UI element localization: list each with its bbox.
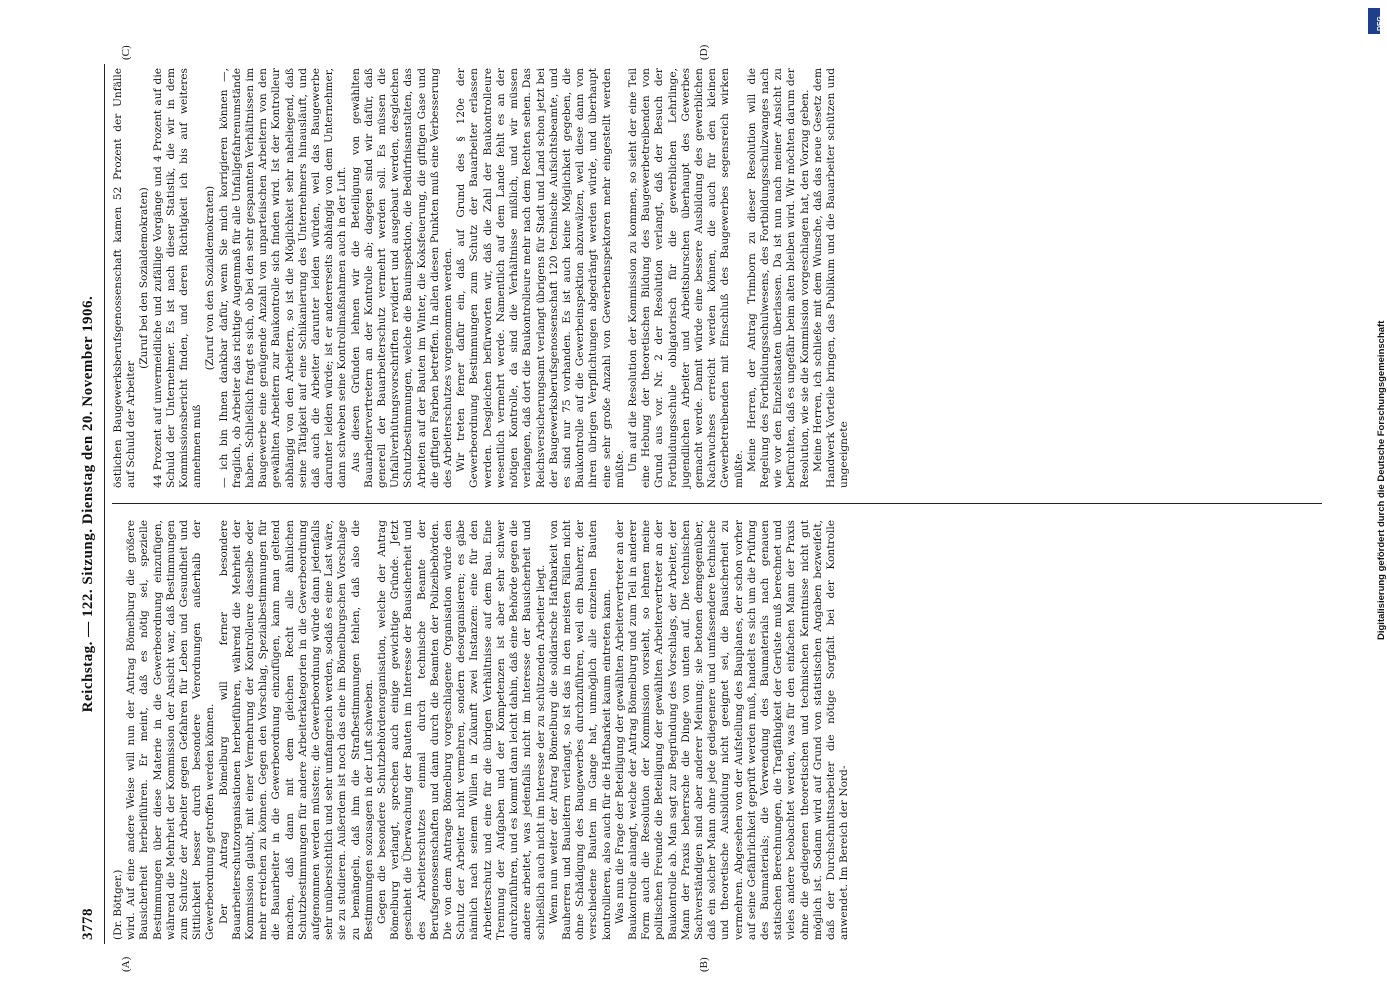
page-number: 3778	[80, 908, 96, 940]
paragraph: Gegen die besondere Schutzbehördenorganisation, welche der Antrag Bömelburg verlangt, sprechen auch einige gewichtige Gründe. Jetzt geschieht die Überwachung der Bauten im Interesse der Bausicherheit und des Arbeiterschutzes einmal durch technische Beamte der Berufsgenossenschaften und dann durch die Beamten der Polizeibehörden. Die von dem Antrage Bömelburg vorgeschlagene Organisation würde den Schutz der Arbeiter nicht vermehren, sondern desorganisieren; es gäbe nämlich nach seinem Willen in Zukunft zwei Instanzen: eine für den Arbeiterschutz und eine für die übrigen Verhältnisse auf dem Bau. Eine Trennung der Aufgaben und der Kompetenzen ist aber sehr schwer durchzuführen, und es kommt dann leicht dahin, daß eine Behörde gegen die andere arbeitet, was jedenfalls nicht im Interesse der Bausicherheit und schließlich auch nicht im Interesse der zu schützenden Arbeiter liegt.	[376, 520, 547, 940]
margin-mark-d: (D)	[698, 44, 710, 60]
rotated-page	[78, 44, 1348, 972]
paragraph: östlichen Baugewerksberufsgenossenschaft kamen 52 Prozent der Unfälle auf Schuld der Arbeiter	[112, 68, 138, 488]
digitization-credit-text: Digitalisierung gefördert durch die Deutsche Forschungsgemeinschaft	[1376, 320, 1387, 640]
right-column	[112, 68, 1332, 488]
paragraph: Um auf die Resolution der Kommission zu kommen, so sieht der eine Teil eine Hebung der theoretischen Bildung des Baugewerbetreibenden von Grund aus vor. Nr. 2 der Resolution verlangt, daß der Besuch der Fortbildungsschule obligatorisch für die gewerblichen Lehrlinge, jugendlichen Arbeiter und Arbeitsburschen überhaupt des Gewerbes gemacht werde. Damit würde eine bessere Ausbildung des gewerblichen Nachwuchses erreicht werden können, die auch für den kleinen Gewerbetreibenden mit Einschluß des Baugewerbes segensreich wirken müßte.	[626, 68, 745, 488]
paragraph: (Zuruf von den Sozialdemokraten)	[204, 185, 217, 371]
paragraph: Meine Herren, ich schließe mit dem Wunsche, daß das neue Gesetz dem Handwerk Vorteile bringen, das Publikum und die Bauarbeiter schützen und ungeeignete	[811, 68, 851, 488]
paragraph: Der Antrag Bömelburg will ferner besondere Bauarbeiterschutzorganisationen herbeiführen, während die Mehrheit der Kommission glaubt, mit einer Vermehrung der Kontrolleure dasselbe oder mehr erreichen zu können. Gegen den Vorschlag, Spezialbestimmungen für die Bauarbeiter in die Gewerbeordnung einzufügen, kann man geltend machen, daß dann mit dem gleichen Recht alle ähnlichen Schutzbestimmungen für andere Arbeiterkategorien in die Gewerbeordnung aufgenommen werden müssten; die Gewerbeordnung würde dann jedenfalls sehr unübersichtlich und sehr umfangreich werden, sodaß es eine Last wäre, sie zu studieren. Außerdem ist noch das eine im Bömelburgschen Vorschlage zu bemängeln, daß ihm die Strafbestimmungen fehlen, daß also die Bestimmungen sozusagen in der Luft schweben.	[217, 520, 375, 940]
margin-mark-c: (C)	[120, 45, 132, 60]
paragraph: (Dr. Böttger.)	[112, 869, 124, 940]
digitization-credit	[1362, 40, 1387, 640]
column-separator	[112, 503, 1322, 504]
paragraph: Aus diesen Gründen lehnen wir die Beteiligung von gewählten Bauarbeitervertretern an der Kontrolle ab; dagegen sind wir dafür, daß generell der Bauarbeiterschutz vermehrt werden soll. Es müssen die Unfallverhütungsvorschriften revidiert und ausgebaut werden, desgleichen Schutzbestimmungen, welche die Bauinspektion, die Bedürfnisanstalten, das Arbeiten auf der Bauten im Winter, die Koksfeuerung, die giftigen Gase und die giftigen Farben betreffen. In allen diesen Punkten muß eine Verbesserung des Arbeiterschutzes vorgenommen werden.	[349, 68, 455, 488]
margin-mark-b: (B)	[698, 957, 710, 972]
paragraph: wird. Auf eine andere Weise will nun der Antrag Bömelburg die größere Bausicherheit herbeiführen. Er meint, daß es nötig sei, spezielle Bestimmungen über diese Materie in die Gewerbeordnung einzufügen, während die Mehrheit der Kommission der Ansicht war, daß Bestimmungen zum Schutze der Arbeiter gegen Gefahren für Leben und Gesundheit und Sittlichkeit besser durch besondere Verordnungen außerhalb der Gewerbeordnung getroffen werden können.	[125, 520, 217, 940]
paragraph: Was nun die Frage der Beteiligung der gewählten Arbeitervertreter an der Baukontrolle anlangt, welche der Antrag Bömelburg und zum Teil in anderer Form auch die Resolution der Kommission vorsieht, so lehnen meine politischen Freunde die Beteiligung der gewählten Arbeitervertreter an der Baukontrolle ab. Man sagt zur Begründung des Vorschlags, der Arbeiter, der Mann der Praxis beherrsche die Dinge von unten auf. Die technischen Sachverständigen sind aber anderer Meinung; sie betonen demgegenüber, daß ein solcher Mann ohne jede gediegenere und umfassendere technische und theoretische Ausbildung nicht geeignet sei, die Bausicherheit zu vermehren. Abgesehen von der Aufstellung des Bauplanes, der schon vorher auf seine Gefährlichkeit geprüft werden muß, handelt es sich um die Prüfung des Baumaterials; die Verwendung des Baumaterials nach genauen statischen Berechnungen, die Tragfähigkeit der Gerüste muß berechnet und vieles andere beobachtet werden, was für den einfachen Mann der Praxis ohne die gediegenen theoretischen und technischen Kenntnisse nicht gut möglich ist. Sodann wird auf Grund von statistischen Angaben bezweifelt, daß der Durchschnittsarbeiter die nötige Sorgfalt bei der Kontrolle anwendet. Im Bereich der Nord-	[613, 520, 851, 940]
page-header	[78, 64, 102, 944]
paragraph: (Zuruf bei den Sozialdemokraten)	[138, 187, 151, 369]
margin-mark-a: (A)	[120, 956, 132, 972]
header-rule	[104, 64, 105, 944]
paragraph: 44 Prozent auf unvermeidliche und zufällige Vorgänge und 4 Prozent auf die Schuld der Unternehmer. Es ist nach dieser Statistik, die wir in dem Kommissionsbericht finden, und deren Richtigkeit ich bis auf weiteres annehmen muß	[151, 68, 204, 488]
dfg-logo: DFG	[1368, 8, 1380, 34]
page-title: Reichstag. — 122. Sitzung. Dienstag den 20. November 1906.	[80, 295, 96, 713]
paragraph: Wenn nun weiter der Antrag Bömelburg die solidarische Haftbarkeit von Bauherren und Bauleitern verlangt, so ist das in den meisten Fällen nicht ohne Schädigung des Baugewerbes durchzuführen, weil ein Bauherr, der verschiedene Bauten im Gange hat, unmöglich alle einzelnen Bauten kontrollieren, also auch für die Haftbarkeit kaum eintreten kann.	[547, 520, 613, 940]
paragraph: Wir treten ferner dafür ein, daß auf Grund des § 120e der Gewerbeordnung Bestimmungen zum Schutz der Bauarbeiter erlassen werden. Desgleichen befürworten wir, daß die Zahl der Baukontrolleure wesentlich vermehrt werde. Namentlich auf dem Lande fehlt es an der nötigen Kontrolle, da sind die Verhältnisse mißlich, und wir müssen verlangen, daß dort die Baukontrolleure mehr nach dem Rechten sehen. Das Reichsversicherungsamt verlangt übrigens für Stadt und Land schon jetzt bei der Baugewerksberufsgenossenschaft 120 technische Aufsichtsbeamte, und es sind nur 75 vorhanden. Es ist auch keine Möglichkeit gegeben, die Baukontrolle auf die Gewerbeinspektion abzuwälzen, weil diese dann von ihren übrigen Verpflichtungen abgedrängt werden würde, und überhaupt eine sehr große Anzahl von Gewerbeinspektoren mehr eingestellt werden müßte.	[455, 68, 626, 488]
paragraph: Meine Herren, der Antrag Trimborn zu dieser Resolution will die Regelung des Fortbildungsschulwesens, des Fortbildungsschulzwanges nach wie vor den Einzelstaaten überlassen. Da ist nun nach meiner Ansicht zu befürchten, daß es ungefähr beim alten bleiben wird. Wir möchten darum der Resolution, wie sie die Kommission vorgeschlagen hat, den Vorzug geben.	[745, 68, 811, 488]
paragraph: — ich bin Ihnen dankbar dafür, wenn Sie mich korrigieren können —, fraglich, ob Arbeiter das richtige Augenmaß für alle Unfallgefahrenumstände haben. Schließlich fragt es sich, ob bei den sehr gespannten Verhältnissen im Baugewerbe eine genügende Anzahl von unparteiischen Arbeitern von den gewählten Arbeitern zur Baukontrolle sich finden wird. Ist der Kontrolleur abhängig von den Arbeitern, so ist die Möglichkeit sehr naheliegend, daß seine Tätigkeit auf eine Schikanierung des Unternehmers hinausläuft, und daß auch die Arbeiter darunter leiden würden, weil das Baugewerbe darunter leiden würde; ist er andererseits abhängig von dem Unternehmer, dann schweben seine Kontrollmaßnahmen auch in der Luft.	[217, 68, 349, 488]
left-column	[112, 520, 1332, 940]
